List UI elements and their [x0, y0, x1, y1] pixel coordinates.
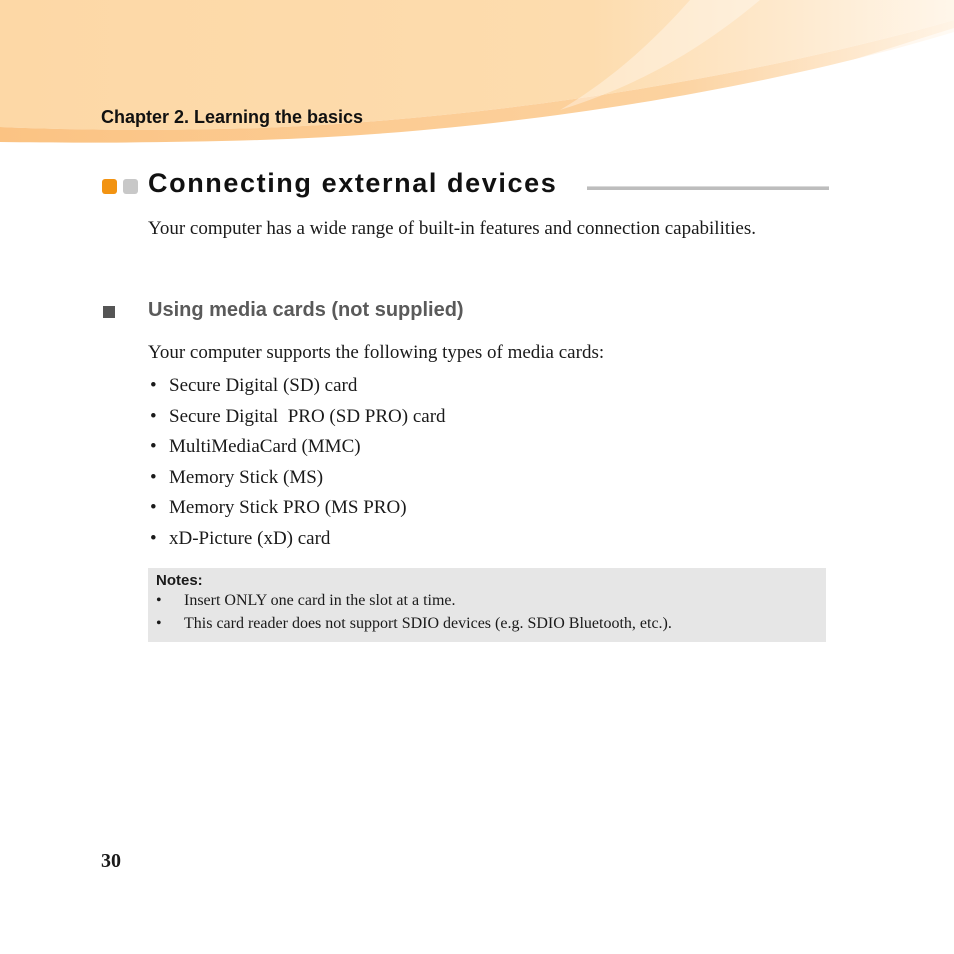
bullet-icon: •	[156, 615, 162, 632]
gray-square-icon	[123, 179, 138, 194]
media-card-list	[148, 372, 446, 556]
list-item: • Secure Digital (SD) card	[148, 372, 446, 403]
chapter-heading: Chapter 2. Learning the basics	[101, 107, 364, 127]
subsection-title: Using media cards (not supplied)	[148, 299, 464, 321]
notes-box	[148, 568, 826, 642]
intro-paragraph: Your computer has a wide range of built-in features and connection capabilities.	[148, 218, 756, 239]
section-title: Connecting external devices	[148, 168, 558, 198]
subsection-heading	[101, 299, 801, 327]
bullet-icon: •	[156, 592, 162, 609]
list-item: • Secure Digital PRO (SD PRO) card	[148, 403, 446, 434]
bullet-icon: •	[150, 497, 157, 519]
bullet-icon: •	[150, 375, 157, 396]
list-item: • This card reader does not support SDIO devices (e.g. SDIO Bluetooth, etc.).	[156, 613, 672, 636]
orange-square-icon	[102, 179, 117, 194]
media-cards-lead: Your computer supports the following types of media cards:	[148, 342, 605, 363]
list-item: • Insert ONLY one card in the slot at a time.	[156, 590, 672, 613]
list-item: • Memory Stick PRO (MS PRO)	[148, 494, 446, 525]
list-item: • MultiMediaCard (MMC)	[148, 433, 446, 464]
page-number: 30	[101, 850, 121, 872]
bullet-icon: •	[150, 527, 157, 549]
notes-title: Notes:	[156, 572, 203, 589]
list-item: • xD-Picture (xD) card	[148, 525, 446, 556]
square-bullet-icon	[103, 306, 115, 318]
section-heading	[101, 168, 829, 208]
bullet-icon: •	[150, 405, 157, 427]
bullet-icon: •	[150, 466, 157, 488]
list-item: • Memory Stick (MS)	[148, 464, 446, 495]
title-divider	[587, 186, 829, 190]
bullet-icon: •	[150, 436, 157, 458]
notes-list	[156, 590, 672, 636]
